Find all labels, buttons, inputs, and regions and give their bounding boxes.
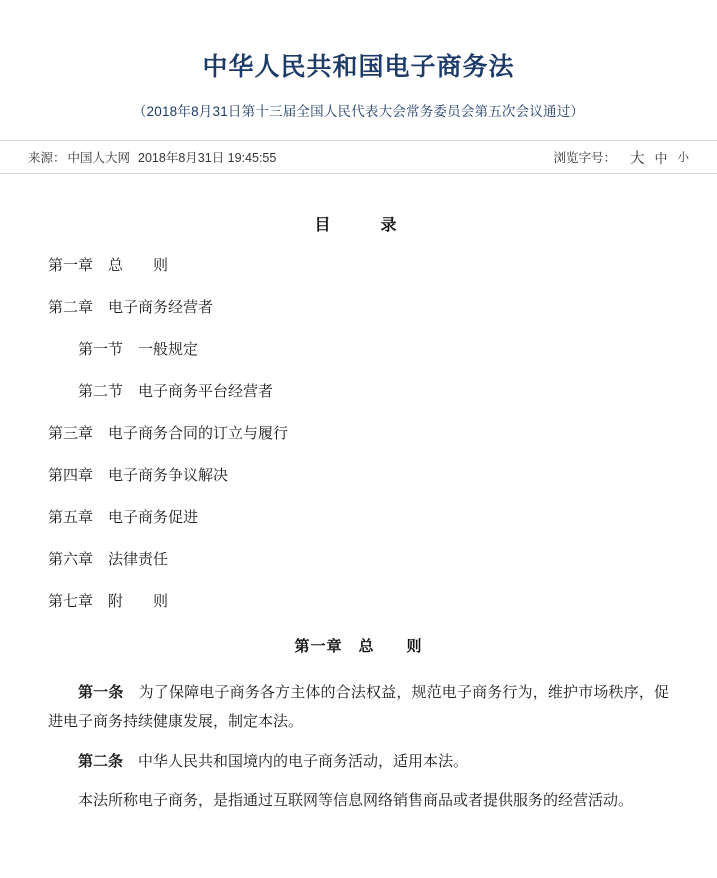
fontsize-small-button[interactable]: 小 (677, 152, 689, 164)
publish-datetime: 2018年8月31日 19:45:55 (138, 151, 277, 165)
list-item[interactable]: 第一节 一般规定 (78, 341, 199, 358)
source-info (28, 148, 276, 166)
article-text: 中华人民共和国境内的电子商务活动，适用本法。 (123, 752, 469, 770)
list-item[interactable]: 第三章 电子商务合同的订立与履行 (48, 425, 289, 442)
fontsize-label: 浏览字号： (553, 151, 616, 165)
list-item[interactable]: 第二节 电子商务平台经营者 (78, 383, 274, 400)
list-item[interactable]: 第一章 总 则 (48, 257, 169, 274)
meta-bar (0, 140, 717, 174)
toc-heading: 目 录 (314, 217, 403, 234)
list-item[interactable]: 第四章 电子商务争议解决 (48, 467, 229, 484)
toc-list (48, 257, 669, 611)
fontsize-medium-button[interactable]: 中 (654, 150, 668, 166)
article-paragraph (48, 678, 669, 737)
source-label: 来源： (28, 151, 66, 165)
list-item[interactable]: 第二章 电子商务经营者 (48, 299, 214, 316)
article-number: 第一条 (78, 684, 124, 701)
list-item[interactable]: 第六章 法律责任 (48, 551, 169, 568)
list-item[interactable]: 第五章 电子商务促进 (48, 509, 199, 526)
document-subtitle: （2018年8月31日第十三届全国人民代表大会常务委员会第五次会议通过） (132, 104, 585, 119)
source-value[interactable]: 中国人大网 (67, 151, 131, 165)
document-content (0, 212, 717, 815)
list-item[interactable]: 第七章 附 则 (48, 593, 169, 610)
page-title: 中华人民共和国电子商务法 (202, 52, 515, 81)
article-text: 为了保障电子商务各方主体的合法权益，规范电子商务行为，维护市场秩序，促进电子商务持续健康发展，制定本法。 (48, 684, 669, 731)
fontsize-large-button[interactable]: 大 (629, 150, 645, 167)
document-page (0, 17, 717, 878)
chapter-heading: 第一章 总 则 (294, 638, 423, 655)
fontsize-controls (553, 147, 689, 168)
article-number: 第二条 (78, 752, 124, 770)
article-paragraph (48, 786, 669, 815)
article-text: 本法所称电子商务，是指通过互联网等信息网络销售商品或者提供服务的经营活动。 (78, 791, 634, 809)
article-paragraph (48, 747, 669, 776)
